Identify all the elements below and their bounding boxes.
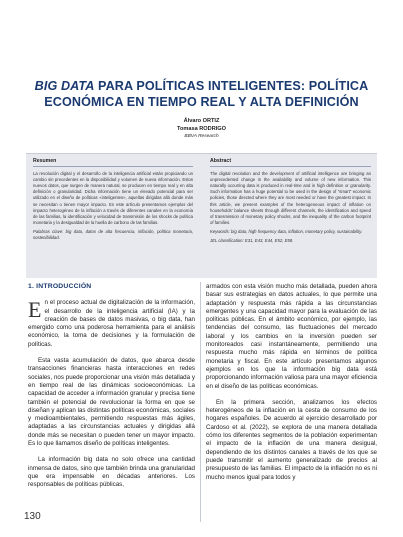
resumen-text: La revolución digital y el desarrollo de la inteligencia artificial están propiciando un cambio sin precedentes en la disponibilidad y volumen de nueva información. Estos nuevos datos, que surgen de manera natural, se producen en tiempo real y en alta definición o granularidad. Dicha información tiene un elevado potencial para ser utilizado en el diseño de políticas «inteligentes», aquellas dirigidas allá donde más se necesitan o tienen mayor impacto. En este artículo presentamos ejemplos del impacto heterogéneo de la inflación a través de diferentes canales en la economía de las familias, la identificación y velocidad de transmisión de los shocks de política monetaria y la desigualdad de la huella de carbono de las familias. [33, 171, 193, 225]
page-number: 130 [24, 511, 41, 522]
resumen-heading: Resumen [33, 158, 57, 164]
article-title [26, 78, 377, 110]
abstract-keywords-text: big data, high frequency data, inflation, monetary policy, sustainability. [229, 228, 363, 234]
intro-paragraph-1-text: n el proceso actual de digitalización de la información, el desarrollo de la inteligencia artificial (IA) y la creación de bases de datos masivas, o big data, han emergido como una poderosa herramienta para el análisis económico, la toma de decisiones y la formulación de políticas. [28, 299, 195, 348]
body-right-column [206, 283, 377, 490]
intro-paragraph-1 [28, 299, 195, 349]
title-rest: PARA POLÍTICAS INTELIGENTES: POLÍTICA ECONÓMICA EN TIEMPO REAL Y ALTA DEFINICIÓN [44, 79, 369, 109]
resumen-keywords-text: big data, datos de alta frecuencia, inflación, política monetaria, sostenibilidad. [33, 228, 194, 241]
resumen-keywords-label: Palabras clave: [33, 228, 64, 234]
resumen-column [33, 158, 193, 241]
title-italic: BIG DATA [34, 79, 95, 93]
abstract-column [210, 158, 371, 244]
intro-paragraph-5: En la primera sección, analizamos los efectos heterogéneos de la inflación en la cesta de consumo de los hogares españoles. De acuerdo al ejercicio desarrollado por Cardoso et al. (2022), se explora de una manera detallada cómo los diferentes segmentos de la población experimentan el impacto de la inflación de una manera desigual, dependiendo de los distintos canales a través de los que se puede transmitir el aumento generalizado de precios al presupuesto de las familias. El impacto de la inflación no es ni mucho menos igual para todos y [206, 398, 377, 481]
intro-paragraph-4: armados con esta visión mucho más detallada, pueden ahora basar sus estrategias en datos actuales, lo que permite una adaptación y respuesta más rápida a las circunstancias emergentes y una capacidad mayor para la evaluación de las políticas públicas. En el ámbito económico, por ejemplo, las tendencias del consumo, las fluctuaciones del mercado laboral y los cambios en la inversión pueden ser monitoreados casi instantáneamente, permitiendo una respuesta mucho más rápida en términos de política monetaria y fiscal. En este artículo presentamos algunos ejemplos en los que la información big data está proporcionando información valiosa para una mayor eficiencia en el diseño de las políticas económicas. [206, 283, 377, 390]
author-2: Tomasa RODRIGO [176, 126, 226, 132]
author-1: Álvaro ORTIZ [183, 118, 220, 124]
abstract-heading: Abstract [210, 158, 232, 164]
drop-cap: E [28, 297, 42, 323]
intro-paragraph-3: La información big data no solo ofrece una cantidad inmensa de datos, sino que también brinda una granularidad que era impensable en décadas anteriores. Los responsables de políticas públicas, [28, 456, 195, 489]
abstract-keywords [210, 229, 371, 235]
jel-classification: JEL classification: E31, E43, E44, E52, E58. [210, 238, 294, 244]
body-left-column [28, 283, 195, 498]
author-affiliation: BBVA Research [184, 134, 219, 139]
section-heading: 1. INTRODUCCIÓN [28, 283, 92, 290]
resumen-keywords [33, 229, 193, 241]
abstract-keywords-label: Keywords: [210, 228, 230, 234]
intro-paragraph-2: Esta vasta acumulación de datos, que abarca desde transacciones financieras hasta interacciones en redes sociales, nos puede proporcionar una visión más detallada y en tiempo real de las dinámicas socioeconómicas. La capacidad de acceder a información granular y precisa tiene también el potencial de revolucionar la forma en que se diseñan y aplican las distintas políticas económicas, sociales y medioambientales, permitiendo respuestas más ágiles, adaptadas a las circunstancias actuales y dirigidas allá donde más se necesitan o pueden tener un mayor impacto. Es lo que llamamos diseño de políticas inteligentes. [28, 357, 195, 448]
abstract-box [26, 153, 377, 278]
column-divider [200, 282, 201, 522]
abstract-text: The digital revolution and the development of artificial intelligence are bringing an unprecedented change in the availability and volume of new information. This naturally occurring data is produced in real-time and in high definition or granularity. Such information has a huge potential to be used in the design of “smart” economic policies, those directed where they are most needed or have the greatest impact. In this article, we present examples of the heterogeneous impact of inflation on households' balance sheets through different channels, the identification and speed of transmission of monetary policy shocks, and the inequality of the carbon footprint of families. [210, 171, 371, 225]
